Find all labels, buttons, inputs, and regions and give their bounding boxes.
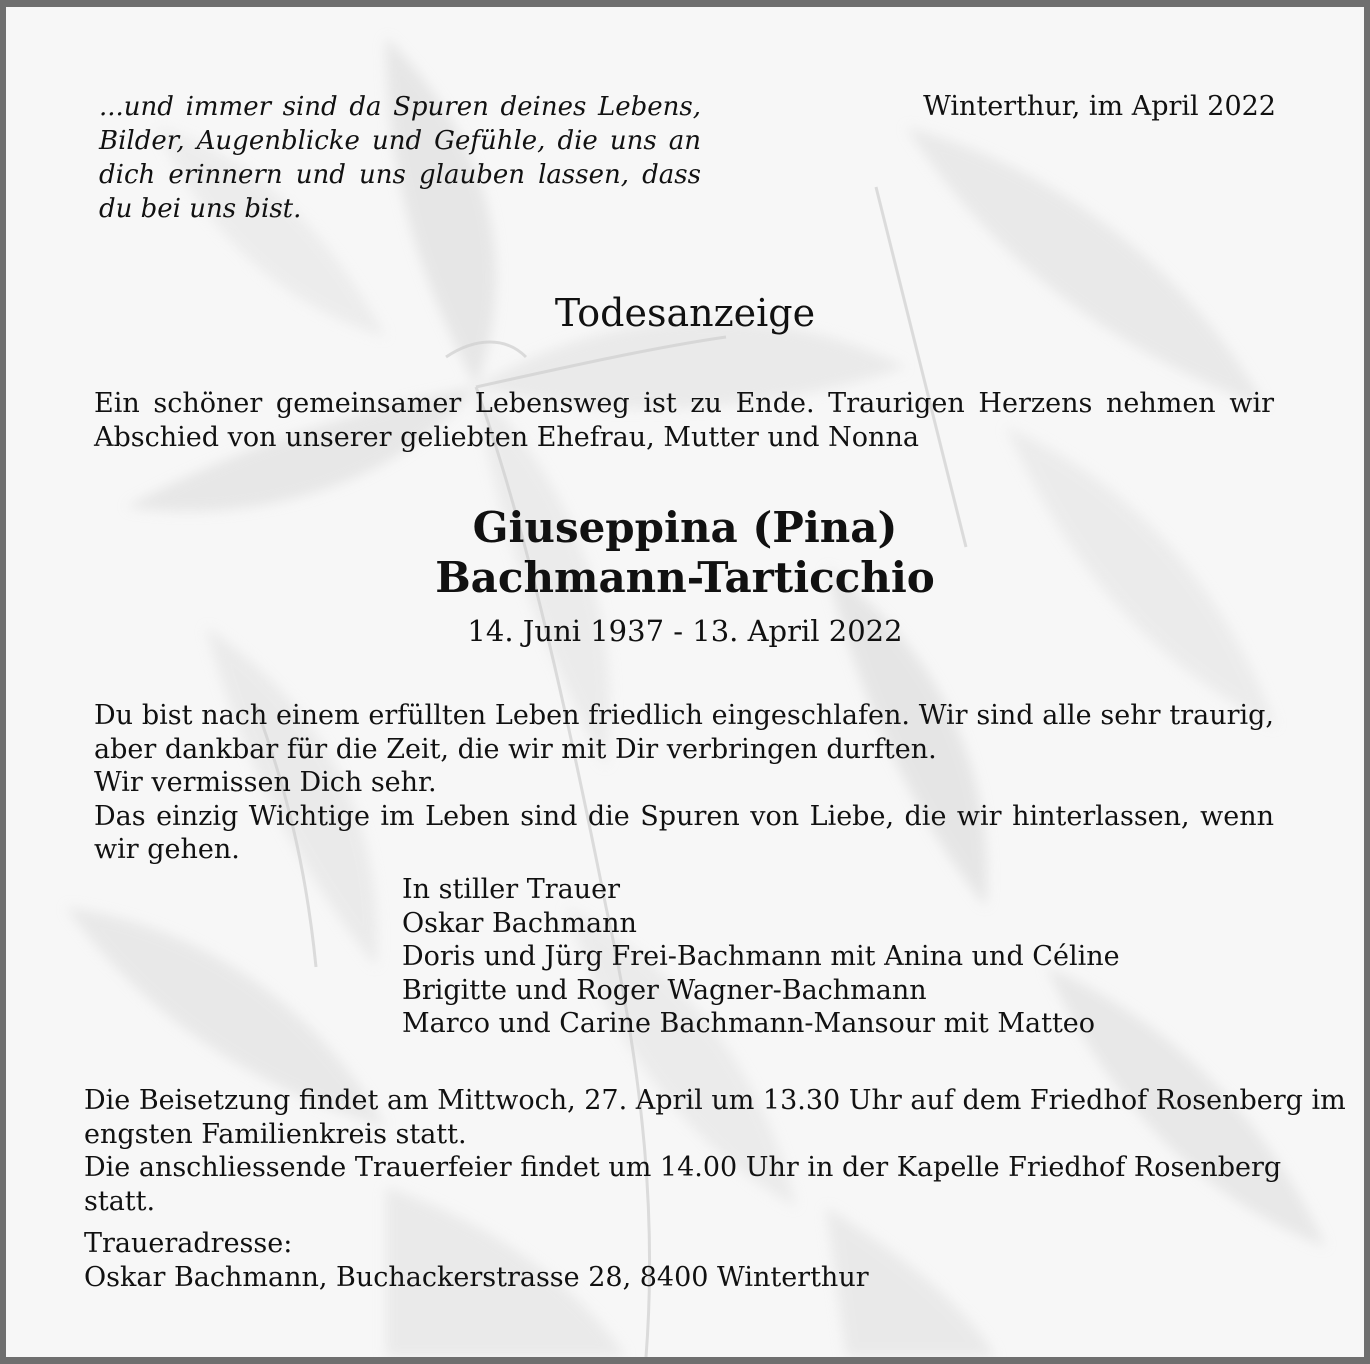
- place-and-date: Winterthur, im April 2022: [923, 91, 1276, 122]
- burial-info: Die Beisetzung findet am Mittwoch, 27. April um 13.30 Uhr auf dem Friedhof Rosenberg im engsten Familienkreis statt.: [84, 1085, 1346, 1150]
- deceased-name: [6, 503, 1364, 603]
- mourner-name: Marco und Carine Bachmann-Mansour mit Matteo: [402, 1008, 1096, 1039]
- mourner-name: Oskar Bachmann: [402, 907, 637, 939]
- memorial-quote: ...und immer sind da Spuren deines Lebens, Bilder, Augenblicke und Gefühle, die uns an dich erinnern und uns glauben lassen, dass du bei uns bist.: [99, 92, 701, 224]
- obituary-content: [6, 7, 1364, 1357]
- address-label: Traueradresse:: [84, 1228, 293, 1259]
- intro-paragraph: Ein schöner gemeinsamer Lebensweg ist zu Ende. Traurigen Herzens nehmen wir Abschied von unserer geliebten Ehefrau, Mutter und Nonna: [94, 388, 1274, 453]
- farewell-text: [94, 699, 1274, 867]
- farewell-paragraph: Das einzig Wichtige im Leben sind die Spuren von Liebe, die wir hinterlassen, wenn wir gehen.: [94, 800, 1274, 865]
- funeral-details: [84, 1084, 1354, 1218]
- deceased-given-name: Giuseppina (Pina): [472, 503, 898, 552]
- address-value: Oskar Bachmann, Buchackerstrasse 28, 8400 Winterthur: [84, 1261, 869, 1293]
- service-info: Die anschliessende Trauerfeier findet um 14.00 Uhr in der Kapelle Friedhof Rosenberg statt.: [84, 1152, 1282, 1217]
- mourners-title: In stiller Trauer: [402, 874, 621, 905]
- deceased-family-name: Bachmann-Tarticchio: [435, 553, 935, 602]
- mourning-address: [84, 1227, 869, 1294]
- farewell-paragraph: Du bist nach einem erfüllten Leben friedlich eingeschlafen. Wir sind alle sehr traurig, aber dankbar für die Zeit, die wir mit Dir verbringen durften.: [94, 700, 1274, 765]
- page-title: Todesanzeige: [554, 291, 816, 335]
- mourner-name: Brigitte und Roger Wagner-Bachmann: [402, 974, 927, 1006]
- mourner-name: Doris und Jürg Frei-Bachmann mit Anina und Céline: [402, 941, 1120, 972]
- mourners-list: [402, 873, 1120, 1041]
- life-dates: 14. Juni 1937 - 13. April 2022: [467, 614, 903, 648]
- farewell-paragraph: Wir vermissen Dich sehr.: [94, 767, 437, 798]
